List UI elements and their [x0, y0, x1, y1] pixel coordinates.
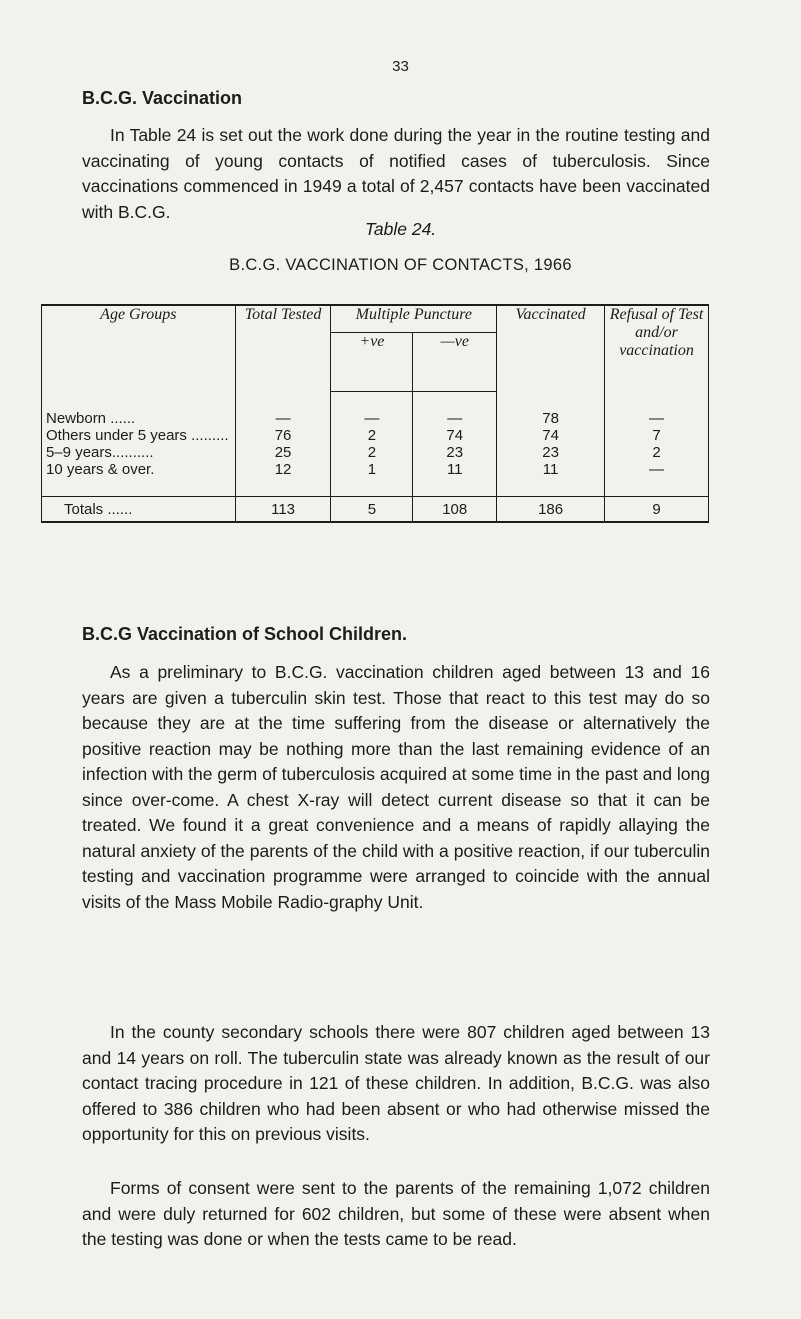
school-paragraph-1: As a preliminary to B.C.G. vaccination children aged between 13 and 16 years are given a tuberculin skin test. Those that react to this test may do so because they are at the time suffering from the disease or alternatively the positive reaction may be nothing more than the last remaining evidence of an infection with the germ of tuberculosis acquired at some time in the past and long since over-come. A chest X-ray will detect current disease so that it can be treated. We found it a great convenience and a means of rapidly allaying the natural anxiety of the parents of the child with a positive reaction, if our tuberculin testing and vaccination programme were arranged to coincide with the annual visits of the Mass Mobile Radio-graphy Unit.: [82, 662, 710, 912]
row-age: 5–9 years..........: [42, 444, 236, 461]
totals-label: Totals ......: [42, 497, 236, 523]
header-positive: +ve: [331, 333, 413, 392]
totals-total: 113: [235, 497, 331, 523]
school-paragraph-2: In the county secondary schools there were 807 children aged between 13 and 14 years on roll. The tuberculin state was already known as the result of our contact tracing procedure in 121 of these children. In addition, B.C.G. was also offered to 386 children who had been absent or who had otherwise missed the opportunity for this on previous visits.: [82, 1022, 710, 1144]
row-positive: 2: [331, 444, 413, 461]
page-number: 33: [392, 58, 409, 75]
table-row: [42, 461, 709, 497]
row-negative: 11: [413, 461, 497, 497]
table-row: [42, 392, 709, 428]
row-refusal: 7: [605, 427, 709, 444]
school-paragraph-3: Forms of consent were sent to the parents of the remaining 1,072 children and were duly returned for 602 children, but some of these were absent when the testing was done or when the tests came to be read.: [82, 1178, 710, 1249]
totals-negative: 108: [413, 497, 497, 523]
row-refusal: —: [605, 392, 709, 428]
row-total: —: [235, 392, 331, 428]
row-age: Newborn ......: [42, 392, 236, 428]
row-total: 76: [235, 427, 331, 444]
row-age: Others under 5 years .........: [42, 427, 236, 444]
table-row: [42, 444, 709, 461]
totals-positive: 5: [331, 497, 413, 523]
row-positive: 1: [331, 461, 413, 497]
row-vaccinated: 78: [497, 392, 605, 428]
header-multiple-puncture: Multiple Puncture: [331, 305, 497, 333]
totals-refusal: 9: [605, 497, 709, 523]
totals-row: [42, 497, 709, 523]
row-vaccinated: 23: [497, 444, 605, 461]
row-positive: 2: [331, 427, 413, 444]
row-age: 10 years & over.: [42, 461, 236, 497]
header-negative: —ve: [413, 333, 497, 392]
row-vaccinated: 11: [497, 461, 605, 497]
row-total: 12: [235, 461, 331, 497]
totals-vaccinated: 186: [497, 497, 605, 523]
row-negative: —: [413, 392, 497, 428]
school-heading: B.C.G Vaccination of School Children.: [82, 624, 408, 644]
row-refusal: —: [605, 461, 709, 497]
vaccination-table: [41, 304, 709, 523]
row-total: 25: [235, 444, 331, 461]
row-negative: 23: [413, 444, 497, 461]
table-row: [42, 427, 709, 444]
row-positive: —: [331, 392, 413, 428]
row-negative: 74: [413, 427, 497, 444]
table-subtitle: B.C.G. VACCINATION OF CONTACTS, 1966: [229, 256, 572, 274]
header-refusal: Refusal of Test and/or vaccination: [605, 305, 709, 392]
intro-paragraph: In Table 24 is set out the work done during the year in the routine testing and vaccinating of young contacts of notified cases of tuberculosis. Since vaccinations commenced in 1949 a total of 2,457 contacts have been vaccinated with B.C.G.: [82, 125, 710, 222]
header-vaccinated: Vaccinated: [497, 305, 605, 392]
section-heading: B.C.G. Vaccination: [82, 88, 243, 108]
table-title: Table 24.: [364, 219, 437, 239]
header-total-tested: Total Tested: [235, 305, 331, 392]
row-refusal: 2: [605, 444, 709, 461]
row-vaccinated: 74: [497, 427, 605, 444]
header-age-groups: Age Groups: [42, 305, 236, 392]
